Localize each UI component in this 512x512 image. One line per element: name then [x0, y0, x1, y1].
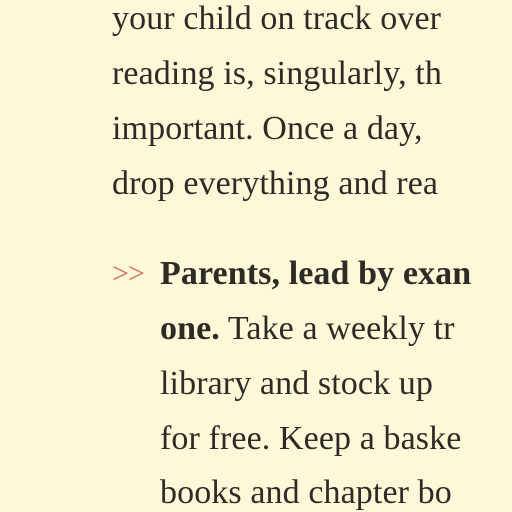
bullet-line-2-bold: one. — [160, 310, 220, 347]
bullet-line-4: for free. Keep a baske — [160, 420, 462, 457]
bullet-marker: >> — [112, 257, 144, 290]
bullet-line-2 — [160, 302, 455, 356]
paragraph-1-line-3: important. Once a day, — [112, 110, 423, 147]
bullet-line-5: books and chapter bo — [160, 474, 452, 511]
paragraph-1-line-1: your child on track over — [112, 0, 442, 37]
bullet-lead-line: Parents, lead by exan — [160, 255, 472, 292]
paragraph-1-line-4: drop everything and rea — [112, 165, 439, 202]
bullet-line-3: library and stock up — [160, 365, 433, 402]
paragraph-1-line-2: reading is, singularly, th — [112, 55, 442, 92]
bullet-line-2-rest: Take a weekly tr — [219, 310, 455, 347]
